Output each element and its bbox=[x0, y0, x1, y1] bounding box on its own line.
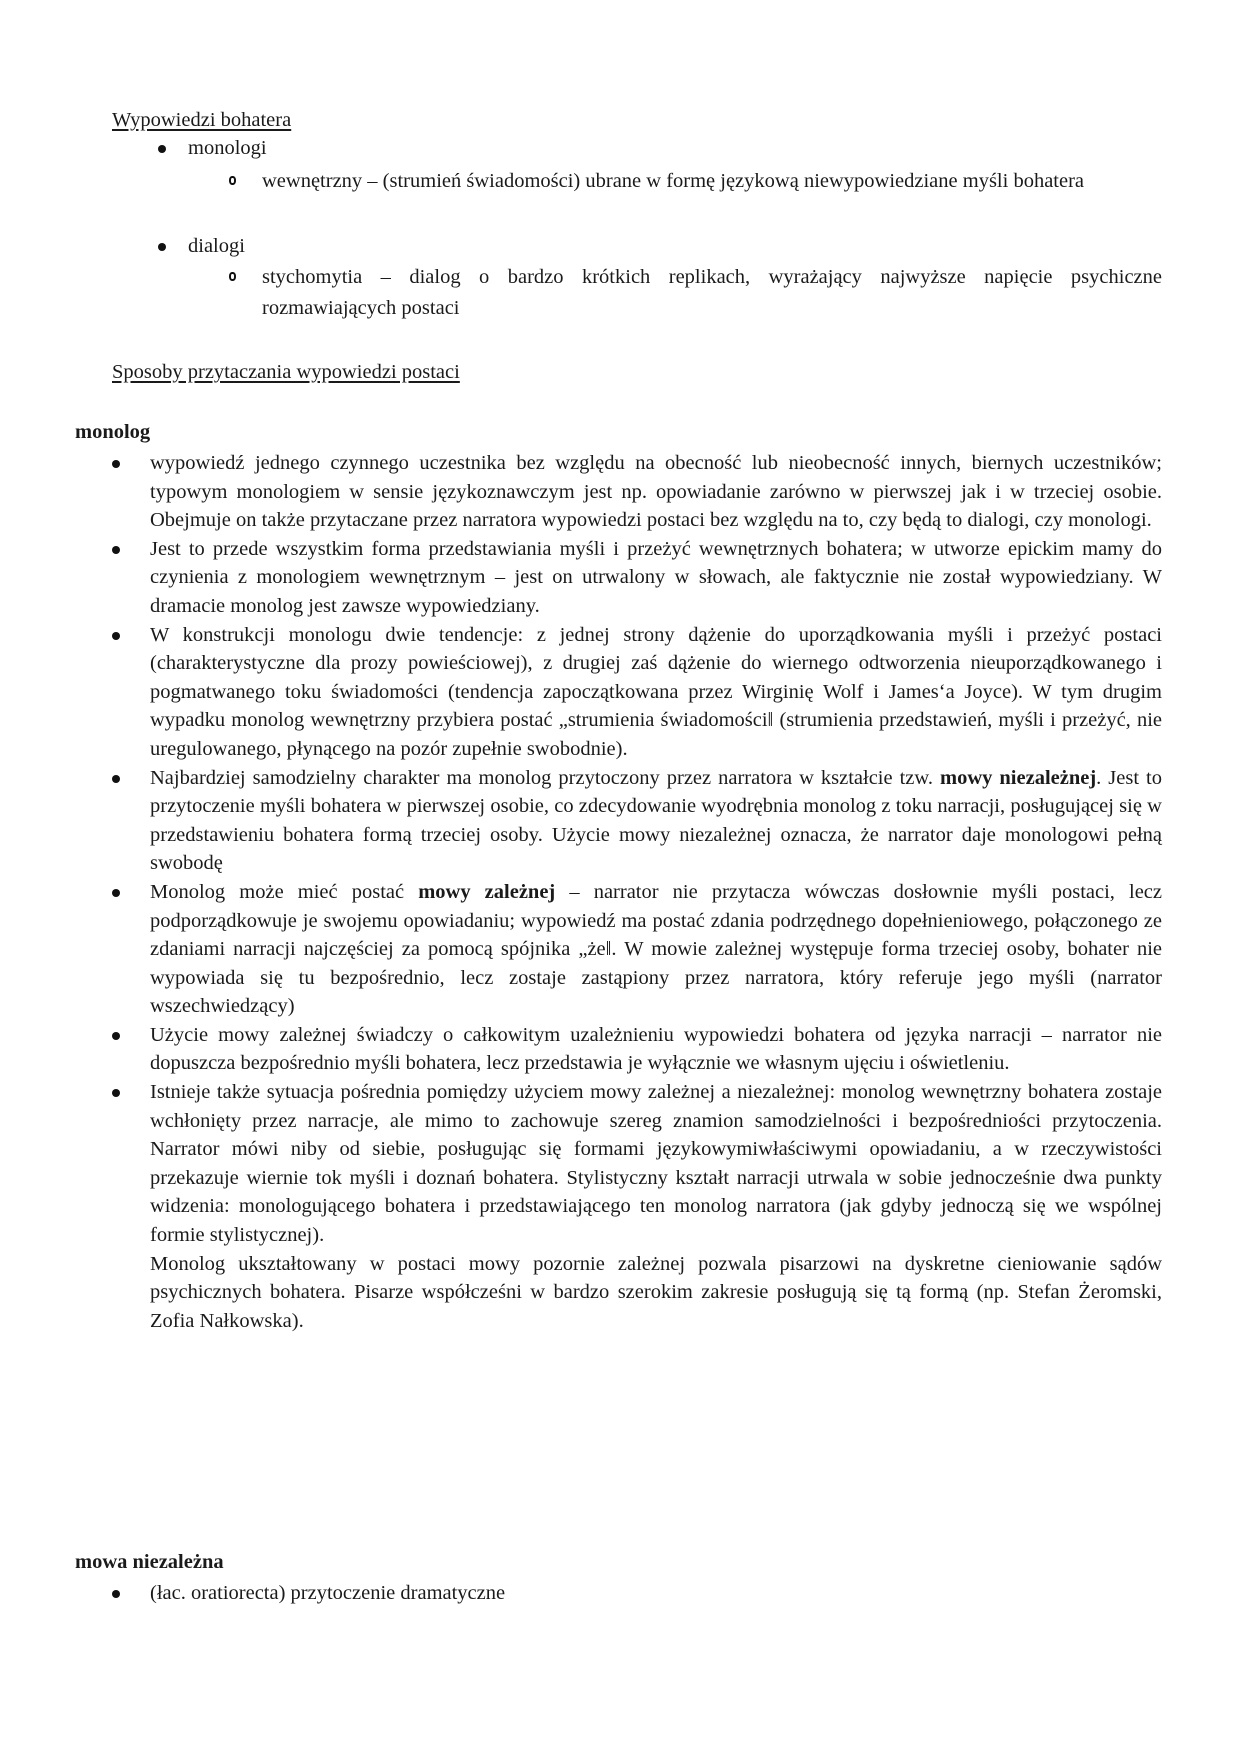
list-mowa-niezalezna bbox=[150, 1579, 1162, 1608]
heading-mowa-niezalezna: mowa niezależna bbox=[75, 1551, 224, 1573]
item-text: Jest to przede wszystkim forma przedstawiania myśli i przeżyć wewnętrznych bohatera; w utworze epickim mamy do czynienia z monologiem wewnętrznym – jest on utrwalony w słowach, ale faktycznie nie został wypowiedziany. W dramacie monolog jest zawsze wypowiedziany. bbox=[150, 537, 1162, 617]
item-label: dialogi bbox=[188, 235, 245, 257]
list-item bbox=[150, 764, 1162, 878]
list-item-monologi bbox=[188, 134, 1158, 162]
bullet-icon bbox=[112, 1089, 120, 1097]
bullet-icon bbox=[112, 632, 120, 640]
bullet-icon bbox=[158, 243, 166, 251]
sublist-monologi bbox=[262, 166, 1162, 197]
item-text-pre: Monolog może mieć postać bbox=[150, 880, 419, 903]
heading-sposoby-przytaczania: Sposoby przytaczania wypowiedzi postaci bbox=[112, 361, 460, 383]
bullet-icon bbox=[112, 546, 120, 554]
item-text: wewnętrzny – (strumień świadomości) ubrane w formę językową niewypowiedziane myśli bohatera bbox=[262, 170, 1085, 192]
sublist-item-stychomytia bbox=[262, 262, 1162, 324]
list-item bbox=[150, 621, 1162, 764]
sublist-item-wewnetrzny bbox=[262, 166, 1162, 197]
item-text-bold: mowy zależnej bbox=[418, 880, 556, 903]
item-text-post: . Jest to przytoczenie myśli bohatera w pierwszej osobie, co zdecydowanie wyodrębnia monolog z toku narracji, posługującej się w przedstawieniu bohatera formą trzeciej osoby. Użycie mowy niezależnej oznacza, że narrator daje monologowi pełną swobodę bbox=[150, 766, 1162, 875]
item-text: Użycie mowy zależnej świadczy o całkowitym uzależnieniu wypowiedzi bohatera od języka narracji – narrator nie dopuszcza bezpośrednio myśli bohatera, lecz przedstawia je wyłącznie we własnym ujęciu i oświetleniu. bbox=[150, 1023, 1162, 1075]
item-text-pre: Najbardziej samodzielny charakter ma monolog przytoczony przez narratora w kształcie tzw. bbox=[150, 766, 941, 789]
list-item bbox=[150, 1021, 1162, 1078]
item-text: W konstrukcji monologu dwie tendencje: z jednej strony dążenie do uporządkowania myśli i przeżyć postaci (charakterystyczne dla prozy powieściowej), z drugiej zaś dążenie do wiernego odtworzenia nieuporządkowanego i pogmatwanego toku świadomości (tendencja zapoczątkowana przez Wirginię Wolf i James‘a Joyce). W tym drugim wypadku monolog wewnętrzny przybiera postać „strumienia świadomości‖ (strumienia przedstawień, myśli i przeżyć, nie uregulowanego, płynącego na pozór zupełnie swobodnie). bbox=[150, 623, 1162, 760]
bullet-icon bbox=[158, 145, 166, 153]
list-item bbox=[150, 878, 1162, 1021]
item-text: (łac. oratiorecta) przytoczenie dramatyczne bbox=[150, 1582, 506, 1604]
heading-wypowiedzi-bohatera: Wypowiedzi bohatera bbox=[112, 109, 292, 131]
list-item bbox=[150, 1579, 1162, 1608]
bullet-icon bbox=[112, 1590, 120, 1598]
item-text: Istnieje także sytuacja pośrednia pomiędzy użyciem mowy zależnej a niezależnej: monolog wewnętrzny bohatera zostaje wchłonięty przez narracje, ale mimo to zachowuje szereg znamion samodzielności i bezpośredniości przytoczenia. Narrator mówi niby od siebie, posługując się formami językowymiwłaściwymi opowiadaniu, a w rzeczywistości przekazuje wiernie tok myśli i doznań bohatera. Stylistyczny kształt narracji utrwala w sobie jednocześnie dwa punkty widzenia: monologującego bohatera i przedstawiającego ten monolog narratora (jak gdyby jednoczą się we wspólnej formie stylistycznej). bbox=[150, 1081, 1162, 1247]
item-text-bold: mowy niezależnej bbox=[940, 766, 1097, 789]
list-wypowiedzi-2 bbox=[188, 232, 1158, 260]
list-item bbox=[150, 1078, 1162, 1250]
list-item bbox=[150, 449, 1162, 535]
item-text-post: – narrator nie przytacza wówczas dosłownie myśli postaci, lecz podporządkowuje je swojemu opowiadaniu; wypowiedź ma postać zdania podrzędnego dopełnieniowego, połączonego ze zdaniami narracji najczęściej za pomocą spójnika „że‖. W mowie zależnej występuje forma trzeciej osoby, bohater nie wypowiada się tu bezpośrednio, lecz zostaje zastąpiony przez narratora, który referuje jego myśli (narrator wszechwiedzący) bbox=[150, 880, 1163, 1018]
sublist-dialogi bbox=[262, 262, 1162, 324]
item-text: wypowiedź jednego czynnego uczestnika bez względu na obecność lub nieobecność innych, biernych uczestników; typowym monologiem w sensie językoznawczym jest np. opowiadanie zarówno w pierwszej jak i w trzeciej osobie. Obejmuje on także przytaczane przez narratora wypowiedzi postaci bez względu na to, czy będą to dialogi, czy monologi. bbox=[150, 452, 1162, 532]
list-item-dialogi bbox=[188, 232, 1158, 260]
item-text: stychomytia – dialog o bardzo krótkich replikach, wyrażający najwyższe napięcie psychiczne rozmawiających postaci bbox=[262, 266, 1162, 319]
bullet-icon bbox=[112, 460, 120, 468]
list-wypowiedzi bbox=[188, 134, 1158, 162]
heading-monolog: monolog bbox=[75, 421, 151, 443]
circle-bullet-icon bbox=[229, 272, 236, 281]
list-item-continuation bbox=[150, 1250, 1162, 1336]
list-item bbox=[150, 535, 1162, 621]
list-monolog bbox=[150, 449, 1162, 1335]
bullet-icon bbox=[112, 1032, 120, 1040]
bullet-icon bbox=[112, 889, 120, 897]
item-text: Monolog ukształtowany w postaci mowy pozornie zależnej pozwala pisarzowi na dyskretne cieniowanie sądów psychicznych bohatera. Pisarze współcześni w bardzo szerokim zakresie posługują się tą formą (np. Stefan Żeromski, Zofia Nałkowska). bbox=[150, 1252, 1162, 1332]
item-label: monologi bbox=[188, 137, 267, 159]
bullet-icon bbox=[112, 775, 120, 783]
circle-bullet-icon bbox=[229, 176, 236, 185]
